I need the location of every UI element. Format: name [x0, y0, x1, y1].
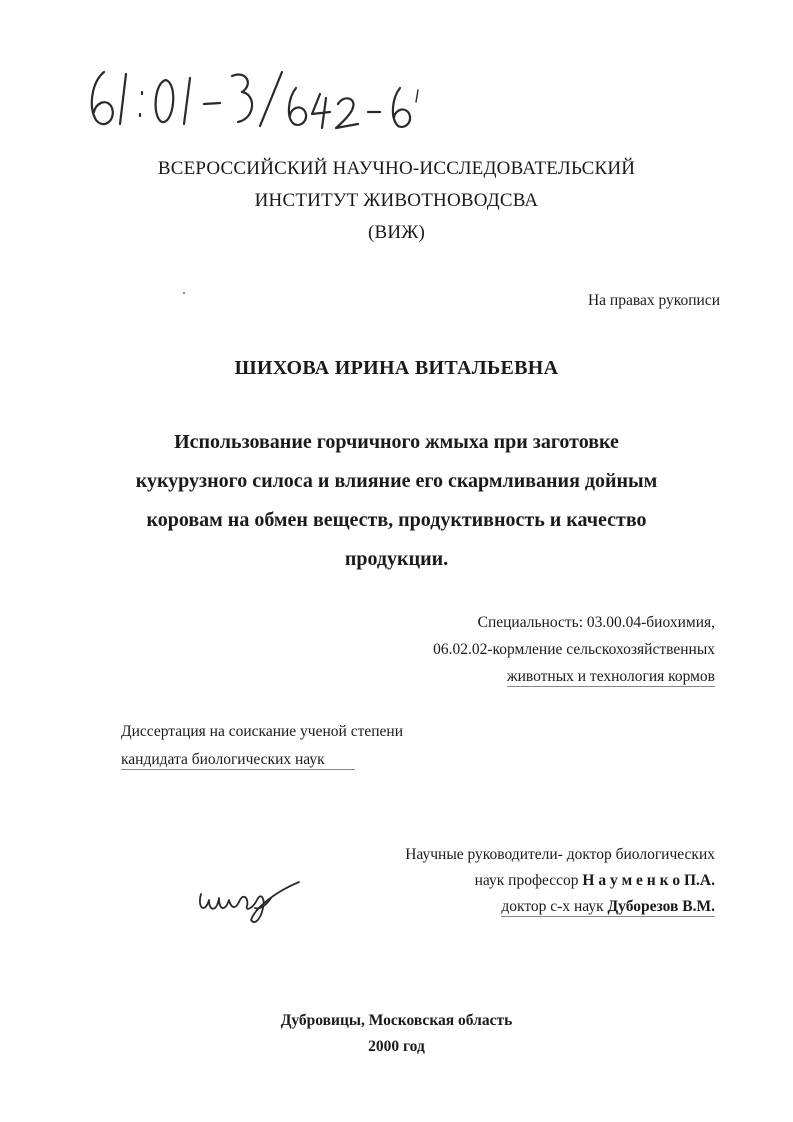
- supervisors-line-3: [501, 898, 715, 917]
- specialty-line-3: животных и технология кормов: [506, 668, 715, 685]
- year: 2000 год: [368, 1038, 425, 1055]
- rights-note: На правах рукописи: [587, 292, 720, 309]
- signature-scribble: [195, 868, 305, 928]
- catalog-number-handwriting: [82, 58, 432, 138]
- handwritten-catalog-number: [82, 58, 432, 138]
- author-name: ШИХОВА ИРИНА ВИТАЛЬЕВНА: [234, 357, 559, 379]
- specialty-line-2: 06.02.02-кормление сельскохозяйственных: [433, 641, 715, 658]
- title-line-3: коровам на обмен веществ, продуктивность и качество: [146, 509, 647, 531]
- supervisors-line-3-prefix: доктор с-х наук: [501, 898, 608, 915]
- supervisors-line-1: Научные руководители- доктор биологических: [405, 846, 715, 863]
- supervisor-name-2: Дуборезов В.М.: [607, 898, 715, 915]
- scan-speck: [183, 292, 185, 294]
- title-line-1: Использование горчичного жмыха при заготовке: [174, 431, 619, 453]
- title-line-4: продукции.: [344, 548, 449, 570]
- dissertation-line-2: кандидата биологических наук: [121, 751, 355, 770]
- institute-abbreviation: (ВИЖ): [367, 222, 426, 243]
- supervisors-line-2: [475, 872, 715, 890]
- supervisors-line-2-prefix: наук профессор: [474, 872, 583, 889]
- signature: [195, 868, 305, 928]
- place: Дубровицы, Московская область: [280, 1012, 513, 1029]
- institute-line-2: ИНСТИТУТ ЖИВОТНОВОДСВА: [254, 190, 539, 211]
- institute-line-1: ВСЕРОССИЙСКИЙ НАУЧНО-ИССЛЕДОВАТЕЛЬСКИЙ: [157, 158, 636, 179]
- dissertation-line-1: Диссертация на соискание ученой степени: [121, 723, 403, 740]
- supervisor-name-1: Н а у м е н к о П.А.: [582, 872, 715, 889]
- specialty-line-1: Специальность: 03.00.04-биохимия,: [477, 614, 715, 631]
- title-line-2: кукурузного силоса и влияние его скармливания дойным: [135, 470, 658, 492]
